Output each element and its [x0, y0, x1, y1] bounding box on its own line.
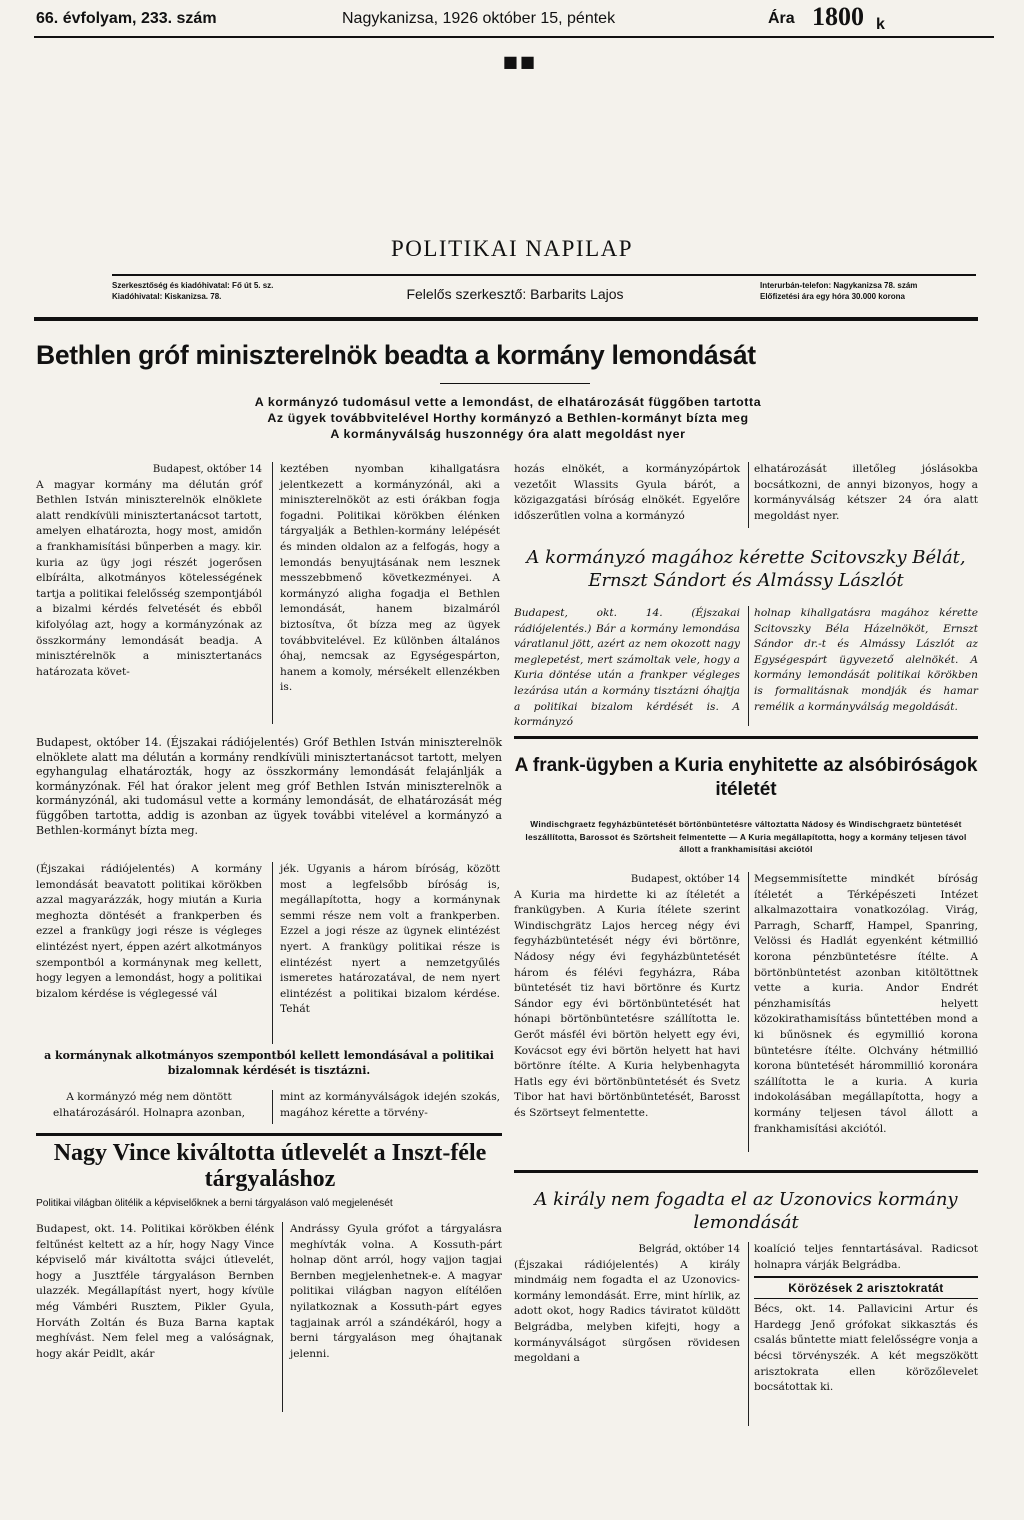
top-right-column-2: elhatározását illetőleg jóslásokba bocsátkozni, de annyi bizonyos, hogy a kormányválság kétszer 24 óra alatt megoldást nyer. [754, 463, 978, 522]
top-right-column-1: hozás elnökét, a kormányzópártok vezetőit Wlassits Gyula bárót, a közigazgatási bíróság elnökét. Egyelőre időszerűtlen volna a kormányzó [514, 463, 740, 522]
ornament: ■■ [502, 52, 538, 71]
kormanyzo-column-2: holnap kihallgatásra magához kérette Scitovszky Béla Házelnököt, Ernszt Sándor dr.-t és Almássy Lászlót az Egységespárt ügyvezető alelnökét. A kormány lemondását politikai körökben is formalitásnak mondják és hamar remélik a kormányválság megoldását. [754, 607, 978, 713]
issue-number: 66. évfolyam, 233. szám [36, 10, 217, 27]
column-separator [748, 606, 749, 726]
kiraly-headline: A király nem fogadta el az Uzonovics kormány lemondását [534, 1189, 958, 1233]
headline-sub-3: A kormányválság huszonnégy óra alatt megoldást nyer [330, 427, 686, 441]
box-rule [754, 1298, 978, 1299]
kiraly-column-1: Belgrád, október 14 (Éjszakai rádiójelentés) A király mindmáig nem fogadta el az Uzonovics-kormány lemondását. Erre, mint hírlik, az adott okot, hogy Radics táviratot küldött Belgrádba, melyben kifejti, hogy a kormányválságot sürgősen rövidesen megoldani a [514, 1244, 740, 1365]
night-report-conclusion: a kormánynak alkotmányos szempontból kellett lemondásával a politikai bizalomnak kérdését is tisztázni. [44, 1049, 494, 1077]
night-report-foot-1: A kormányzó még nem döntött elhatározásáról. Holnapra azonban, [52, 1091, 246, 1119]
lead-column-2 [280, 462, 500, 696]
lead-text-2: keztében nyomban kihallgatásra jelentkezett a kormányzónál, aki a miniszterelnököt az esti órákban fogja fogadni. Politikai körökben élénken tárgyalják a Bethlen-kormány lelépését és minden oldalon az a felfogás, hogy a lemondás benyujtásának nem lesznek messzebbmenő következményei. A kormányzó aligha fogadja el Bethlen lemondását, hanem bizalmáról biztosítva, őt bízza meg az ügyek továbbvitelével. Ez különben általános óhaj, nemcsak az Egységespárton, hanem a komoly, mérsékelt ellenzékben is. [280, 463, 500, 694]
lead-text-1: A magyar kormány ma délután gróf Bethlen István miniszterelnök elnöklete alatt rendkívüli minisztertanácsot tartott, amelyen elhatározta, hogy most, amidőn a frankhamisítási bűnperben a magy. kir. kuria az ügy jogi részét jogerősen elbírálta, alkotmányos kötelességének tartja a politikai felelősség szempontjából a bizalmi kérdés felvetését és ebből kifolyólag azt, hogy a kormányzónak az összkormány lemondását beadja. A minisztérelnök a minisztertanács határozata követ- [36, 478, 262, 678]
place-date: Nagykanizsa, 1926 október 15, péntek [342, 10, 616, 27]
masthead-right-info: Interurbán-telefon: Nagykanizsa 78. szám Előfizetési ára egy hóra 30.000 korona [760, 281, 918, 301]
column-separator [272, 862, 273, 1044]
night-report [36, 736, 502, 838]
headline-subtitles [36, 394, 980, 442]
top-rule [34, 36, 994, 38]
column-separator [748, 1242, 749, 1426]
masthead-rule-bottom [34, 317, 978, 321]
paper-title: POLITIKAI NAPILAP [390, 236, 634, 261]
kormanyzo-subheadline: A kormányzó magához kérette Scitovszky Bélát, Ernszt Sándort és Almássy Lászlót [526, 547, 966, 591]
column-separator [748, 462, 749, 528]
headline-sub-1: A kormányzó tudomásul vette a lemondást, de elhatározását függőben tartotta [254, 395, 762, 409]
masthead-top-line [0, 2, 1024, 34]
section-rule [514, 1170, 978, 1173]
column-separator [748, 872, 749, 1152]
editor-line: Felelős szerkesztő: Barbarits Lajos [406, 286, 624, 302]
headline-divider [440, 383, 590, 384]
kuria-headline: A frank-ügyben a Kuria enyhitette az alsóbiróságok itéletét [514, 755, 978, 800]
price-label: Ára [768, 10, 795, 27]
nagy-column-1: Budapest, okt. 14. Politikai körökben élénk feltűnést keltett az a hír, hogy Nagy Vince képviselő már kiváltotta svájci útlevelét, hogy a Jusztféle tárgyaláson Bernben ulazzék. Megállapítást nyert, hogy kívüle még Vámbéri Rusztem, Pikler Gyula, Horváth Zoltán és Buza Barna kaptak meghívást. Nem felel meg a valóságnak, hogy akár Peidlt, akár [36, 1223, 274, 1360]
column-separator [272, 1090, 273, 1124]
night-report-paragraph: Budapest, október 14. (Éjszakai rádiójelentés) Gróf Bethlen István miniszterelnök elnöklete alatt ma délután a kormány rendkívüli minisztertanácsot tartott, melyen egyhangulag elhatározták, hogy az összkormány lemondását felajánlják a kormányzónak. Fél hat órakor jelent meg gróf Bethlen István miniszterelnök a kormányzónál, aki tudomásul vette a kormány lemondását, de elhatározását még függőben tartotta, addig is azonban az ügyek további vitelével a kormányzó a Bethlen-kormányt bízta meg. [36, 736, 502, 837]
nagy-column-2: Andrássy Gyula grófot a tárgyalásra meghívták volna. A Kossuth-párt holnap dönt arról, hogy vajjon tagjai Bernben megjelenhetnek-e. A magyar politikai világban nagyon elítélően nyilatkoznak a Kossuth-párt egyes tagjainak arról a szándékáról, hogy a berni tárgyaláson meg óhajtanak jelenni. [290, 1223, 502, 1360]
nagy-subheadline: Politikai világban ölitélik a képviselőknek a berni tárgyaláson való megjelenését [36, 1198, 393, 1209]
kuria-column-1: Budapest, október 14 A Kuria ma hirdette ki az ítéletét a frankügyben. A Kuria ítélete szerint Windischgrätz Lajos herceg négy évi fegyházbüntetését négy évi börtönre, Nádosy négy évi fegyházbüntetését három és félévi fegyházra, Rába büntetését tiz havi börtönre és Kurtz Sándor egy évi börtönbüntetését hat hónapi börtönbüntetésre szállította le. Gerőt másfél évi börtön helyett egy évi, Kovácsot egy évi börtön helyett hat havi börtönre ítélte. A Kuria helybenhagyta Hatls egy évi börtönbüntetését és Svetz Tibor hat havi börtönbüntetését, Barosst és Szörtseyt felmentette. [514, 874, 740, 1119]
headline-sub-2: Az ügyek továbbvitelével Horthy kormányzó a Bethlen-kormányt bízta meg [267, 411, 749, 425]
lead-column-1 [36, 462, 262, 680]
section-rule [514, 736, 978, 739]
kuria-subheadline: Windischgraetz fegyházbüntetését börtönbüntetésre változtatta Nádosy és Windischgraetz büntetését leszállította, Barossot és Szörtsheit felmentette — A Kuria megállapította, hogy a kormány teljesen távol állott a frankhamisítási akciótól [525, 819, 967, 854]
price-unit: k [876, 16, 885, 33]
column-separator [282, 1222, 283, 1412]
night-report-column-2: jék. Ugyanis a három bíróság, között most a legfelsőbb bíróság is, megállapította, hogy a kormánynak semmi része nem volt a frankperben. Ezzel a jogi része az ügynek elintézést nyert. A frankügy politikai része is elintézést nyert a nemzetgyűlés ismeretes határozatával, de nem nyert elintézést a politikai bizalom kérdése. Tehát [280, 863, 500, 1016]
masthead-rule-top [112, 274, 976, 276]
masthead-left-info: Szerkesztőség és kiadóhivatal: Fő út 5. sz. Kiadóhivatal: Kiskanizsa. 78. [112, 281, 274, 301]
kuria-column-2: Megsemmisítette mindkét bíróság ítéletét a Térképészeti Intézet alkalmazottaira vonatkozólag. Virág, Parragh, Scharff, Hampel, Spanring, Velössi és Hadlát egyenként kétmillió korona pénzbüntetésre ítélte. A börtönbüntetést azonban kitöltöttnek vette a kuria. Andor Endrét pénzhamisítás helyett közokirathamisításs bűntettében mond a ki bűnösnek és egymillió korona büntetésre ítélte. Olchvány hétmillió korona büntetését hárommillió koronára szállította le a kuria. A kuria indokolásában megállapította, hogy a kormány teljesen távol állott a frankhamisítási akciótól. [754, 873, 978, 1135]
price-value: 1800 [812, 2, 864, 31]
column-separator [272, 462, 273, 724]
nagy-headline: Nagy Vince kiváltotta útlevelét a Inszt-féle tárgyaláshoz [53, 1140, 487, 1192]
box-rule [754, 1276, 978, 1278]
main-headline: Bethlen gróf miniszterelnök beadta a kormány lemondását [36, 340, 756, 370]
kormanyzo-column-1: Budapest, okt. 14. (Éjszakai rádiójelentés.) Bár a kormány lemondása váratlanul jött, azért az nem okozott nagy meglepetést, mert számoltak vele, hogy a Kuria döntése után a frankper végleges lezárása után a kormány tisztázni óhajtja a politikai bizalom kérdését is. A kormányzó [514, 607, 740, 729]
section-rule [36, 1133, 502, 1136]
night-report-column-1: (Éjszakai rádiójelentés) A kormány lemondását beavatott politikai körökben azzal magyarázzák, hogy miután a Kuria meghozta döntését a frankperben és ezzel a frankügy jogi része is végleges elintézést nyert, éppen azért alkotmányos szempontból a kormánynak meg kellett, hogy legyen a lemondást, hogy a politikai bizalom kérdése is véglegessé vál [36, 863, 262, 1000]
kiraly-column-2: koalíció teljes fenntartásával. Radicsot holnapra várják Belgrádba. Körözések 2 arisztokratát Bécs, okt. 14. Pallavicini Artur és Hardegg Jenő grófokat sikkasztás és csalás bűntette miatt felelősségre vonja a bécsi törvényszék. A két megszökött arisztokrata ellen körözőlevelet bocsátottak ki. [754, 1243, 978, 1394]
lead-dateline: Budapest, október 14 [152, 464, 262, 475]
korozes-headline: Körözések 2 arisztokratát [788, 1281, 944, 1296]
night-report-foot-2: mint az kormányválságok idején szokás, magához kérette a törvény- [280, 1091, 500, 1119]
